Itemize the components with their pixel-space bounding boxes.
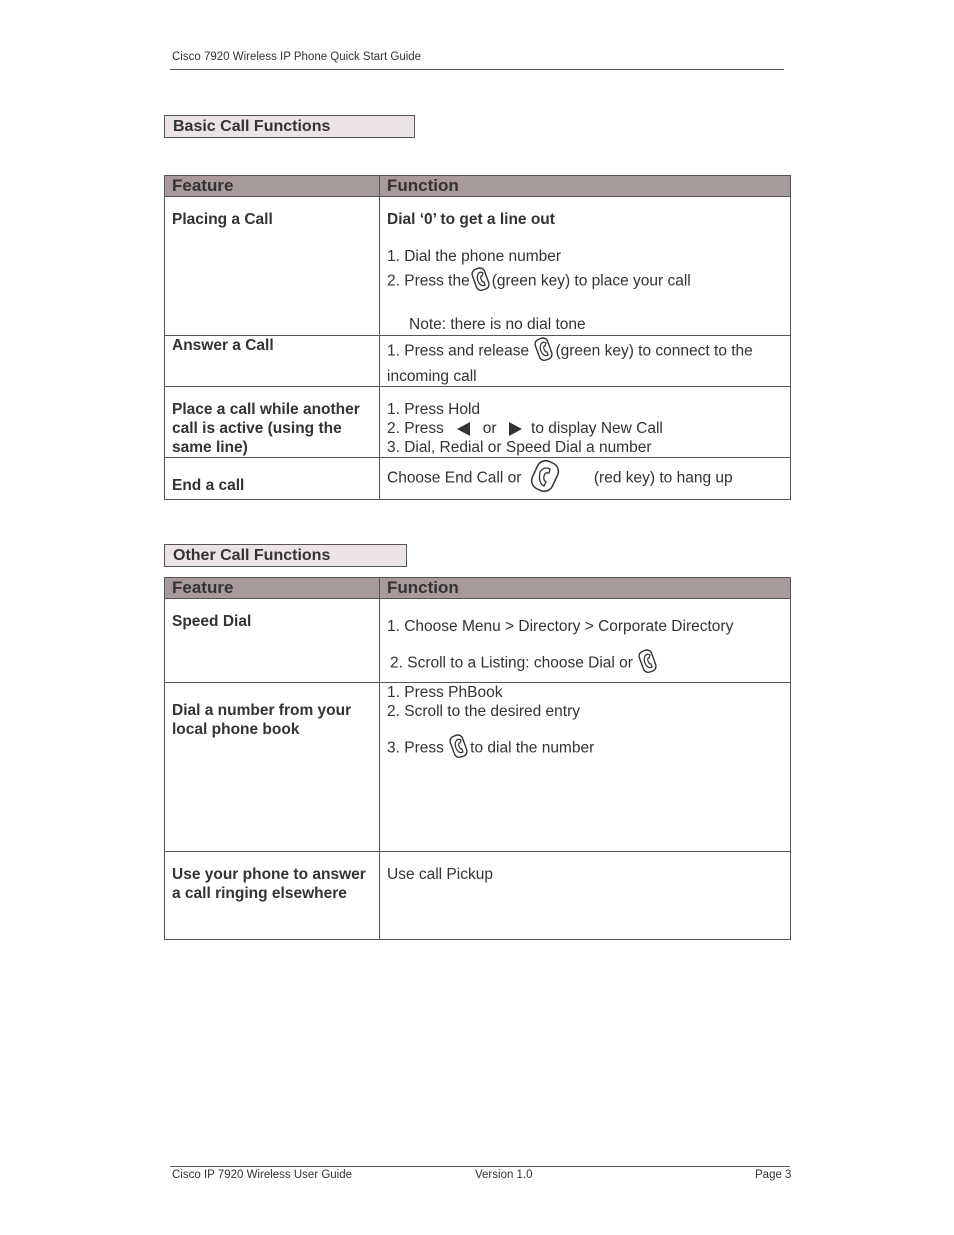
footer-page-number: Page 3 [755, 1169, 792, 1181]
function-placing-call [380, 197, 791, 336]
table-row [165, 458, 791, 500]
dial-zero-heading: Dial ‘0’ to get a line out [387, 211, 555, 228]
function-call-pickup: Use call Pickup [380, 852, 791, 940]
function-call-while-active [380, 387, 791, 458]
function-local-phone-book [380, 683, 791, 852]
column-header-function: Function [380, 176, 791, 197]
table-row [165, 852, 791, 940]
table-row [165, 683, 791, 852]
step-dial-number: 1. Dial the phone number [387, 248, 562, 265]
basic-functions-table [164, 175, 791, 500]
phone-hangup-icon [526, 458, 564, 499]
function-speed-dial [380, 599, 791, 683]
function-answer-call: 1. Press and release (green key) to connect to the incoming call [380, 336, 791, 387]
function-end-call: Choose End Call or (red key) to hang up [380, 458, 791, 500]
footer-guide-title: Cisco IP 7920 Wireless User Guide [172, 1169, 353, 1181]
step-press-hold: 1. Press Hold [387, 401, 481, 418]
phone-handset-icon [470, 266, 492, 297]
footer-version: Version 1.0 [475, 1169, 533, 1181]
feature-speed-dial: Speed Dial [165, 599, 380, 683]
step-choose-menu: 1. Choose Menu > Directory > Corporate Directory [387, 618, 734, 635]
step-press-green: 2. Press the (green key) to place your call [387, 266, 783, 297]
left-arrow-icon [457, 422, 470, 436]
other-functions-table [164, 577, 791, 940]
step-press-phbook: 1. Press PhBook [387, 684, 503, 701]
feature-end-call: End a call [165, 458, 380, 500]
feature-call-pickup: Use your phone to answer a call ringing elsewhere [165, 852, 380, 940]
step-scroll-entry: 2. Scroll to the desired entry [387, 703, 580, 720]
table-row [165, 387, 791, 458]
step-dial-redial: 3. Dial, Redial or Speed Dial a number [387, 439, 652, 456]
feature-placing-call: Placing a Call [165, 197, 380, 336]
header-rule [170, 69, 784, 70]
phone-handset-icon [448, 733, 470, 764]
phone-handset-icon [637, 648, 659, 679]
no-dial-tone-note: Note: there is no dial tone [409, 316, 586, 333]
table-header-row [165, 176, 791, 197]
footer-rule [170, 1166, 790, 1167]
table-header-row [165, 578, 791, 599]
table-row [165, 599, 791, 683]
phone-handset-icon [533, 336, 555, 367]
section-title-basic: Basic Call Functions [164, 115, 415, 138]
step-press-dial: 3. Press to dial the number [387, 733, 783, 764]
step-scroll-listing: 2. Scroll to a Listing: choose Dial or [387, 648, 783, 679]
feature-call-while-active: Place a call while another call is active (using the same line) [165, 387, 380, 458]
column-header-feature: Feature [165, 578, 380, 599]
column-header-function: Function [380, 578, 791, 599]
table-row [165, 336, 791, 387]
right-arrow-icon [509, 422, 522, 436]
section-title-other: Other Call Functions [164, 544, 407, 567]
feature-answer-call: Answer a Call [165, 336, 380, 387]
step-press-arrows: 2. Press or to display New Call [387, 420, 663, 437]
page-header-title: Cisco 7920 Wireless IP Phone Quick Start Guide [172, 51, 422, 63]
column-header-feature: Feature [165, 176, 380, 197]
table-row [165, 197, 791, 336]
feature-local-phone-book: Dial a number from your local phone book [165, 683, 380, 852]
